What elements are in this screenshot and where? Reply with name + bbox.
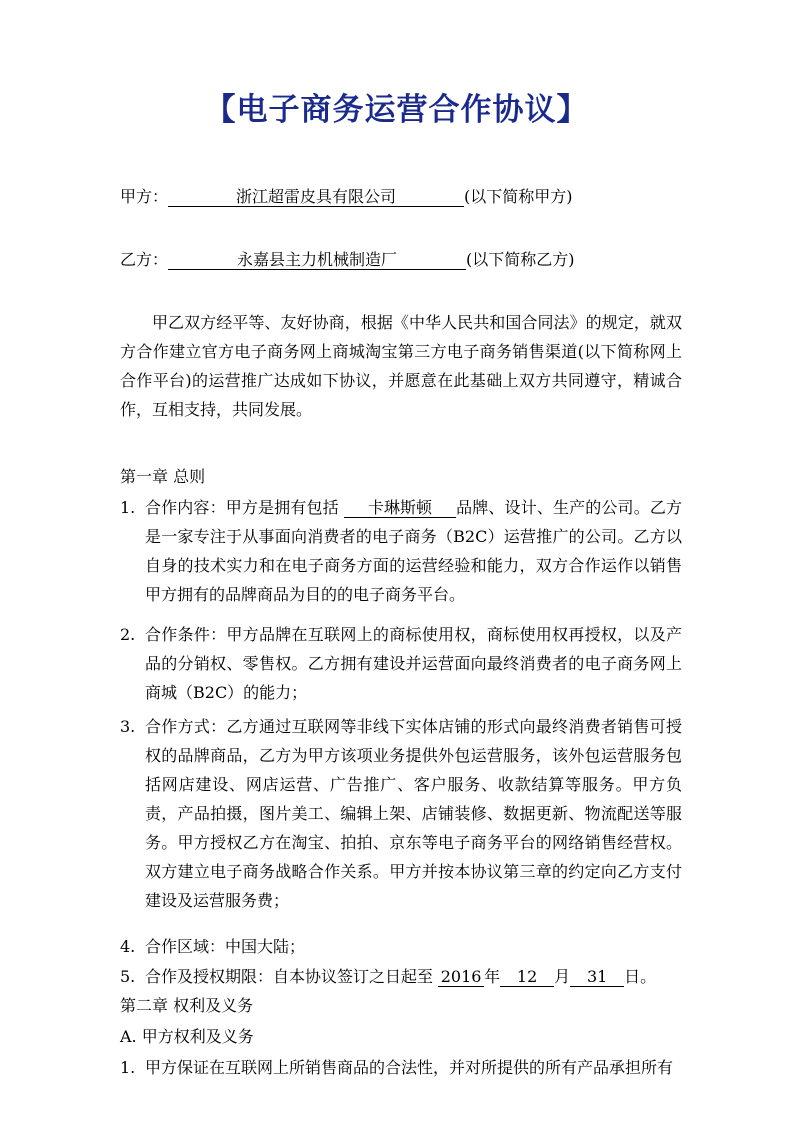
year-unit: 年: [484, 967, 501, 986]
item-2-text: 合作条件：甲方品牌在互联网上的商标使用权，商标使用权再授权，以及产品的分销权、零售权。乙方拥有建设并运营面向最终消费者的电子商务网上商城（B2C）的能力；: [145, 625, 682, 702]
document-title: 【电子商务运营合作协议】: [204, 92, 589, 128]
item-3-text: 合作方式：乙方通过互联网等非线下实体店铺的形式向最终消费者销售可授权的品牌商品，乙方为甲方该项业务提供外包运营服务，该外包运营服务包括网店建设、网店运营、广告推广、客户服务、收款结算等服务。甲方负责，产品拍摄，图片美工、编辑上架、店铺装修、数据更新、物流配送等服务。甲方授权乙方在淘宝、拍拍、京东等电子商务平台的网络销售经营权。双方建立电子商务战略合作关系。甲方并按本协议第三章的约定向乙方支付建设及运营服务费；: [145, 717, 682, 910]
chapter1-item-1: [120, 493, 682, 609]
chapter1-item-2: [120, 620, 682, 707]
end-month: 12: [500, 968, 554, 987]
item-number: 1.: [120, 1058, 136, 1077]
item-4-text: 合作区域：中国大陆；: [145, 937, 306, 956]
chapter1-item-3: [120, 712, 682, 915]
party-a-suffix: (以下简称甲方): [464, 187, 573, 206]
item-5-pre: 合作及授权期限：自本协议签订之日起至: [145, 967, 439, 986]
chapter1-item-5: [120, 962, 682, 991]
party-b-suffix: (以下简称乙方): [466, 250, 575, 269]
chapter1-heading: 第一章 总则: [120, 467, 206, 486]
item-number: 4.: [120, 937, 136, 956]
chapter2-heading: 第二章 权利及义务: [120, 996, 254, 1015]
item-1-post: 品牌、设计、生产的公司。乙方是一家专注于从事面向消费者的电子商务（B2C）运营推广的公司。乙方以自身的技术实力和在电子商务方面的运营经验和能力，双方合作运作以销售甲方拥有的品牌商品为目的的电子商务平台。: [145, 498, 682, 604]
item-number: 5.: [120, 967, 136, 986]
party-a-label: 甲方：: [120, 187, 169, 206]
party-a-line: [120, 187, 573, 207]
chapter2-item-1-text: 甲方保证在互联网上所销售商品的合法性，并对所提供的所有产品承担所有: [145, 1058, 674, 1077]
brand-name: 卡琳斯顿: [344, 499, 456, 518]
end-day: 31: [570, 968, 624, 987]
party-b-name: 永嘉县主力机械制造厂: [168, 251, 466, 270]
item-number: 2.: [120, 625, 136, 644]
section-a-heading: A. 甲方权利及义务: [120, 1027, 254, 1046]
chapter1-item-4: [120, 932, 682, 961]
item-1-pre: 合作内容：甲方是拥有包括: [145, 498, 344, 517]
item-number: 3.: [120, 717, 136, 736]
month-unit: 月: [554, 967, 571, 986]
chapter2-item-1: [120, 1053, 682, 1082]
party-b-label: 乙方：: [120, 250, 169, 269]
party-b-line: [120, 250, 575, 270]
item-number: 1.: [120, 498, 136, 517]
day-unit: 日。: [624, 967, 657, 986]
party-a-name: 浙江超雷皮具有限公司: [168, 188, 464, 207]
intro-paragraph: 甲乙双方经平等、友好协商，根据《中华人民共和国合同法》的规定，就双方合作建立官方电子商务网上商城淘宝第三方电子商务销售渠道(以下简称网上合作平台)的运营推广达成如下协议，并愿意在此基础上双方共同遵守，精诚合作，互相支持，共同发展。: [120, 313, 682, 419]
end-year: 2016: [438, 968, 484, 987]
